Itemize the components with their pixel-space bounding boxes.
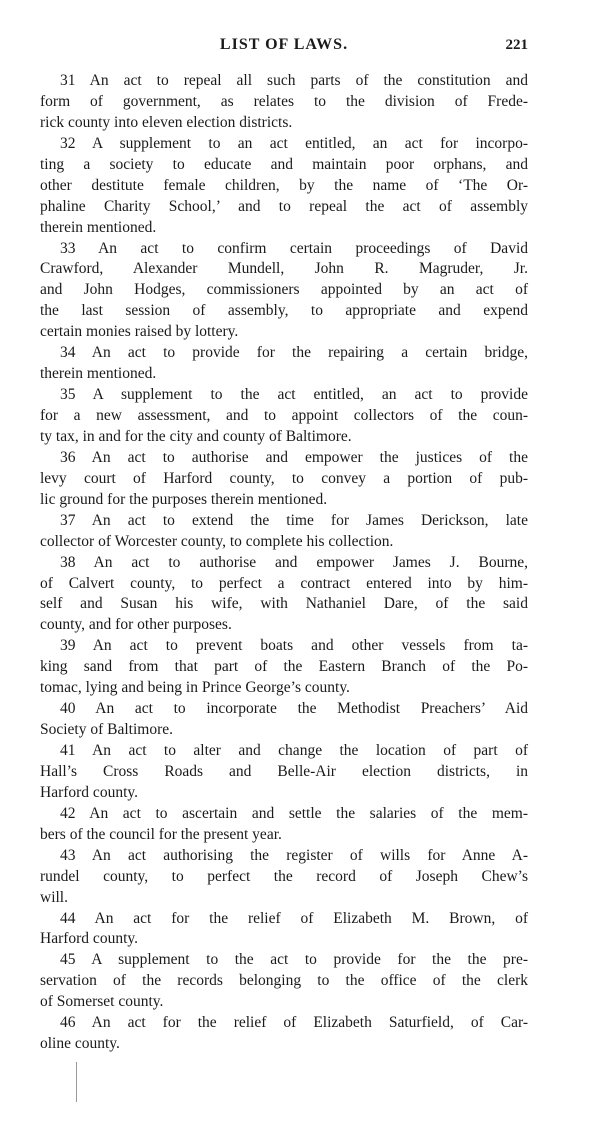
law-entry-line: 39 An act to prevent boats and other vessels from ta-	[60, 637, 528, 655]
law-entry-line: of Somerset county.	[40, 993, 164, 1011]
law-entry-line: 32 A supplement to an act entitled, an act for incorpo-	[60, 134, 528, 152]
law-entry-line: for a new assessment, and to appoint collectors of the coun-	[40, 407, 528, 424]
law-entry-line: other destitute female children, by the name of ‘The Or-	[40, 176, 528, 194]
law-entry-line: 44 An act for the relief of Elizabeth M. Brown, of	[60, 909, 528, 927]
scan-mark	[76, 1062, 77, 1102]
law-entry-line: 36 An act to authorise and empower the justices of the	[60, 448, 528, 466]
law-entry-line: Crawford, Alexander Mundell, John R. Magruder, Jr.	[40, 260, 528, 278]
law-entry-line: will.	[40, 888, 68, 906]
law-entry-line: levy court of Harford county, to convey a portion of pub-	[40, 469, 528, 487]
running-title: LIST OF LAWS.	[219, 36, 349, 53]
law-entry-line: tomac, lying and being in Prince George’s county.	[40, 679, 350, 697]
law-entry-line: phaline Charity School,’ and to repeal the act of assembly	[40, 197, 528, 215]
law-entry	[40, 699, 528, 741]
law-entry-line: collector of Worcester county, to complete his collection.	[40, 532, 394, 550]
law-entry-line: certain monies raised by lottery.	[40, 323, 239, 341]
law-entry-line: Hall’s Cross Roads and Belle-Air election districts, in	[40, 762, 528, 780]
law-entry	[40, 343, 528, 385]
law-entry	[40, 909, 528, 951]
law-entry-line: the last session of assembly, to appropriate and expend	[40, 302, 528, 320]
law-entry-line: county, and for other purposes.	[40, 616, 232, 634]
law-entry-line: self and Susan his wife, with Nathaniel Dare, of the said	[40, 595, 528, 613]
law-entry-line: 46 An act for the relief of Elizabeth Saturfield, of Car-	[60, 1014, 528, 1032]
law-entry	[40, 950, 528, 1013]
law-entry-line: oline county.	[40, 1035, 120, 1053]
law-entry-line: 41 An act to alter and change the location of part of	[60, 742, 528, 759]
law-entry-line: 31 An act to repeal all such parts of the constitution and	[60, 72, 528, 89]
law-list	[40, 71, 528, 1055]
law-entry-line: and John Hodges, commissioners appointed by an act of	[40, 281, 528, 299]
law-entry-line: 35 A supplement to the act entitled, an act to provide	[60, 386, 528, 404]
law-entry-line: form of government, as relates to the division of Frede-	[40, 92, 528, 110]
law-entry	[40, 511, 528, 553]
law-entry-line: ting a society to educate and maintain poor orphans, and	[40, 155, 528, 173]
law-entry	[40, 448, 528, 511]
law-entry-line: of Calvert county, to perfect a contract entered into by him-	[40, 574, 528, 592]
law-entry-line: Harford county.	[40, 783, 138, 801]
law-entry-line: 40 An act to incorporate the Methodist Preachers’ Aid	[60, 700, 528, 718]
law-entry	[40, 239, 528, 344]
law-entry	[40, 134, 528, 239]
law-entry-line: lic ground for the purposes therein mentioned.	[40, 490, 328, 508]
law-entry-line: 33 An act to confirm certain proceedings of David	[60, 239, 528, 257]
law-entry-line: ty tax, in and for the city and county of Baltimore.	[40, 427, 352, 445]
law-entry-line: rick county into eleven election districts.	[40, 113, 293, 131]
law-entry	[40, 553, 528, 637]
law-entry-line: servation of the records belonging to the office of the clerk	[40, 972, 528, 990]
law-entry-line: rundel county, to perfect the record of Joseph Chew’s	[40, 867, 528, 885]
law-entry-line: 43 An act authorising the register of wills for Anne A-	[60, 846, 528, 864]
law-entry	[40, 804, 528, 846]
law-entry	[40, 71, 528, 134]
law-entry-line: Harford county.	[40, 930, 138, 948]
law-entry-line: therein mentioned.	[40, 218, 157, 236]
law-entry-line: 45 A supplement to the act to provide for the the pre-	[60, 951, 528, 969]
page-number: 221	[505, 37, 528, 53]
law-entry	[40, 741, 528, 804]
law-entry-line: 38 An act to authorise and empower James J. Bourne,	[60, 553, 528, 571]
law-entry-line: 37 An act to extend the time for James Derickson, late	[60, 511, 528, 529]
law-entry-line: king sand from that part of the Eastern Branch of the Po-	[40, 658, 528, 676]
law-entry-line: 42 An act to ascertain and settle the salaries of the mem-	[60, 804, 528, 822]
law-entry-line: bers of the council for the present year.	[40, 825, 282, 843]
law-entry-line: therein mentioned.	[40, 365, 157, 383]
law-entry	[40, 1013, 528, 1055]
law-entry-line: 34 An act to provide for the repairing a certain bridge,	[60, 344, 528, 362]
law-entry-line: Society of Baltimore.	[40, 721, 174, 739]
law-entry	[40, 385, 528, 448]
law-entry	[40, 636, 528, 699]
page-header	[40, 36, 528, 58]
law-entry	[40, 846, 528, 909]
